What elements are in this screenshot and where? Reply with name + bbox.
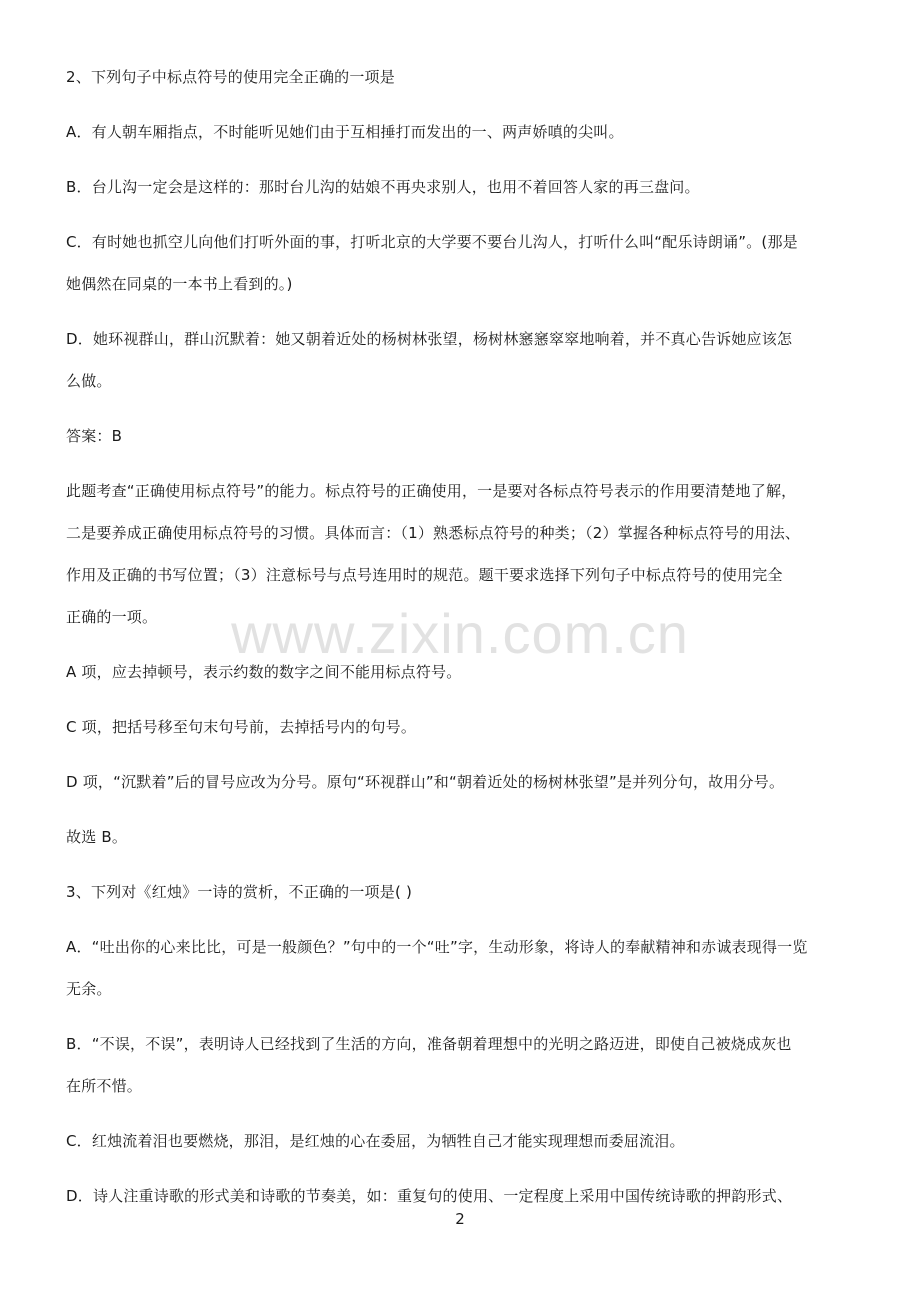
explanation-conclusion: 故选 B。 xyxy=(66,828,128,846)
question-3-option-d-line-1: D．诗人注重诗歌的形式美和诗歌的节奏美，如：重复句的使用、一定程度上采用中国传统诗歌的押韵形式、 xyxy=(66,1187,793,1205)
explanation-item-a: A 项，应去掉顿号，表示约数的数字之间不能用标点符号。 xyxy=(66,663,462,681)
question-2-stem: 2、下列句子中标点符号的使用完全正确的一项是 xyxy=(66,68,395,86)
explanation-line-1: 此题考查“正确使用标点符号”的能力。标点符号的正确使用，一是要对各标点符号表示的作用要清楚地了解， xyxy=(66,482,797,500)
explanation-line-2: 二是要养成正确使用标点符号的习惯。具体而言：（1）熟悉标点符号的种类；（2）掌握各种标点符号的用法、 xyxy=(66,524,801,542)
question-2-option-b: B．台儿沟一定会是这样的：那时台儿沟的姑娘不再央求别人，也用不着回答人家的再三盘问。 xyxy=(66,178,700,196)
page-number: 2 xyxy=(455,1210,465,1228)
explanation-item-c: C 项，把括号移至句末句号前，去掉括号内的句号。 xyxy=(66,718,417,736)
question-3-option-a-line-1: A．“吐出你的心来比比，可是一般颜色？”句中的一个“吐”字，生动形象，将诗人的奉献精神和赤诚表现得一览 xyxy=(66,938,808,956)
question-3-option-a-line-2: 无余。 xyxy=(66,980,112,998)
explanation-line-3: 作用及正确的书写位置；（3）注意标号与点号连用时的规范。题干要求选择下列句子中标点符号的使用完全 xyxy=(66,566,783,584)
question-2-option-d-line-2: 么做。 xyxy=(66,372,112,390)
watermark: www.zixin.com.cn xyxy=(231,602,689,665)
question-2-option-c-line-1: C．有时她也抓空儿向他们打听外面的事，打听北京的大学要不要台儿沟人，打听什么叫“配乐诗朗诵”。(那是 xyxy=(66,233,798,251)
question-3-stem: 3、下列对《红烛》一诗的赏析，不正确的一项是( ) xyxy=(66,883,413,901)
explanation-item-d: D 项，“沉默着”后的冒号应改为分号。原句“环视群山”和“朝着近处的杨树林张望”是并列分句，故用分号。 xyxy=(66,773,785,791)
question-2-option-a: A．有人朝车厢指点，不时能听见她们由于互相捶打而发出的一、两声娇嗔的尖叫。 xyxy=(66,123,624,141)
question-2-option-c-line-2: 她偶然在同桌的一本书上看到的。) xyxy=(66,275,293,293)
question-2-answer: 答案：B xyxy=(66,427,123,445)
question-2-option-d-line-1: D．她环视群山，群山沉默着：她又朝着近处的杨树林张望，杨树林窸窸窣窣地响着，并不真心告诉她应该怎 xyxy=(66,330,793,348)
question-3-option-c: C．红烛流着泪也要燃烧，那泪，是红烛的心在委屈，为牺牲自己才能实现理想而委屈流泪。 xyxy=(66,1132,685,1150)
explanation-line-4: 正确的一项。 xyxy=(66,608,158,626)
question-3-option-b-line-1: B．“不误，不误”，表明诗人已经找到了生活的方向，准备朝着理想中的光明之路迈进，即使自己被烧成灰也 xyxy=(66,1035,792,1053)
question-3-option-b-line-2: 在所不惜。 xyxy=(66,1077,143,1095)
